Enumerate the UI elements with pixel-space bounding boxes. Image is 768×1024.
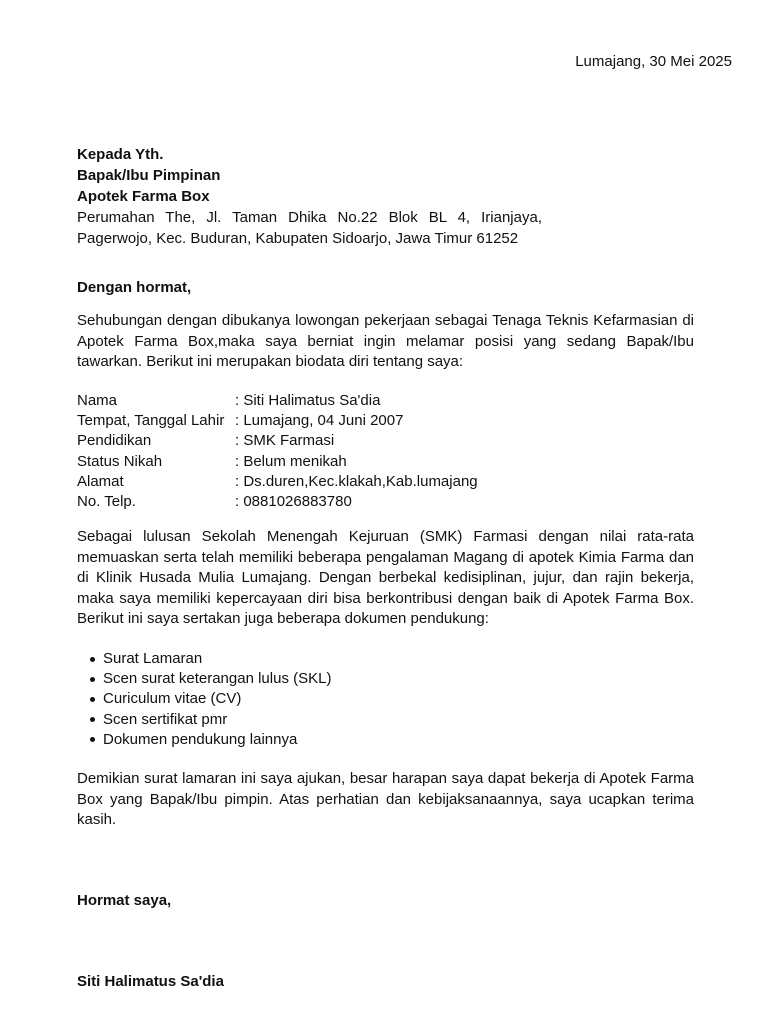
bullet-icon xyxy=(90,657,95,662)
biodata-value: : Siti Halimatus Sa'dia xyxy=(235,392,381,409)
biodata-value: : 0881026883780 xyxy=(235,492,352,510)
closing-phrase: Hormat saya, xyxy=(77,892,172,909)
document-item-label: Surat Lamaran xyxy=(103,650,203,668)
list-item xyxy=(77,730,331,750)
biodata-label: Alamat xyxy=(77,472,124,490)
biodata-value: : Ds.duren,Kec.klakah,Kab.lumajang xyxy=(235,472,478,490)
documents-list xyxy=(77,649,331,750)
biodata-label: No. Telp. xyxy=(77,492,136,510)
biodata-row xyxy=(77,472,478,492)
list-item xyxy=(77,649,331,669)
biodata-row xyxy=(77,391,478,411)
biodata-label: Nama xyxy=(77,392,118,409)
recipient-salutation: Kepada Yth. xyxy=(77,146,164,163)
document-item-label: Dokumen pendukung lainnya xyxy=(103,730,298,748)
bullet-icon xyxy=(90,717,95,722)
recipient-company: Apotek Farma Box xyxy=(77,188,210,205)
document-item-label: Scen sertifikat pmr xyxy=(103,710,228,728)
list-item xyxy=(77,689,331,709)
biodata-value: : Lumajang, 04 Juni 2007 xyxy=(235,412,404,430)
bullet-icon xyxy=(90,677,95,682)
biodata-row xyxy=(77,431,478,451)
bullet-icon xyxy=(90,737,95,742)
letter-date: Lumajang, 30 Mei 2025 xyxy=(575,53,732,70)
greeting: Dengan hormat, xyxy=(77,279,192,296)
qualification-paragraph: Sebagai lulusan Sekolah Menengah Kejuruan (SMK) Farmasi dengan nilai rata-rata memuaskan serta telah memiliki beberapa pengalaman Magang di apotek Kimia Farma dan di Klinik Husada Mulia Lumajang. Dengan berbekal kedisiplinan, jujur, dan rajin bekerja, maka saya memiliki kepercayaan diri bisa berkontribusi dengan baik di Apotek Farma Box. Berikut ini saya sertakan juga beberapa dokumen pendukung: xyxy=(77,528,694,627)
biodata-row xyxy=(77,492,478,512)
document-item-label: Scen surat keterangan lulus (SKL) xyxy=(103,670,332,688)
recipient-address-line2: Pagerwojo, Kec. Buduran, Kabupaten Sidoarjo, Jawa Timur 61252 xyxy=(77,230,519,247)
biodata-label: Tempat, Tanggal Lahir xyxy=(77,412,225,430)
biodata-value: : Belum menikah xyxy=(235,452,347,470)
biodata-row xyxy=(77,411,478,431)
signature-name: Siti Halimatus Sa'dia xyxy=(77,973,224,990)
recipient-block xyxy=(77,145,697,250)
recipient-title: Bapak/Ibu Pimpinan xyxy=(77,167,221,184)
biodata-value: : SMK Farmasi xyxy=(235,432,335,450)
list-item xyxy=(77,710,331,730)
closing-paragraph: Demikian surat lamaran ini saya ajukan, besar harapan saya dapat bekerja di Apotek Farma Box yang Bapak/Ibu pimpin. Atas perhatian dan kebijaksanaannya, saya ucapkan terima kasih. xyxy=(77,770,694,828)
bullet-icon xyxy=(90,697,95,702)
list-item xyxy=(77,669,331,689)
biodata-row xyxy=(77,452,478,472)
biodata-label: Status Nikah xyxy=(77,452,163,470)
biodata-label: Pendidikan xyxy=(77,432,152,450)
intro-paragraph: Sehubungan dengan dibukanya lowongan pekerjaan sebagai Tenaga Teknis Kefarmasian di Apotek Farma Box,maka saya berniat ingin melamar posisi yang sedang Bapak/Ibu tawarkan. Berikut ini merupakan biodata diri tentang saya: xyxy=(77,312,694,370)
recipient-address xyxy=(77,208,542,250)
recipient-address-line1: Perumahan The, Jl. Taman Dhika No.22 Blok BL 4, Irianjaya, xyxy=(77,209,542,226)
document-item-label: Curiculum vitae (CV) xyxy=(103,690,242,708)
biodata-table xyxy=(77,391,478,512)
